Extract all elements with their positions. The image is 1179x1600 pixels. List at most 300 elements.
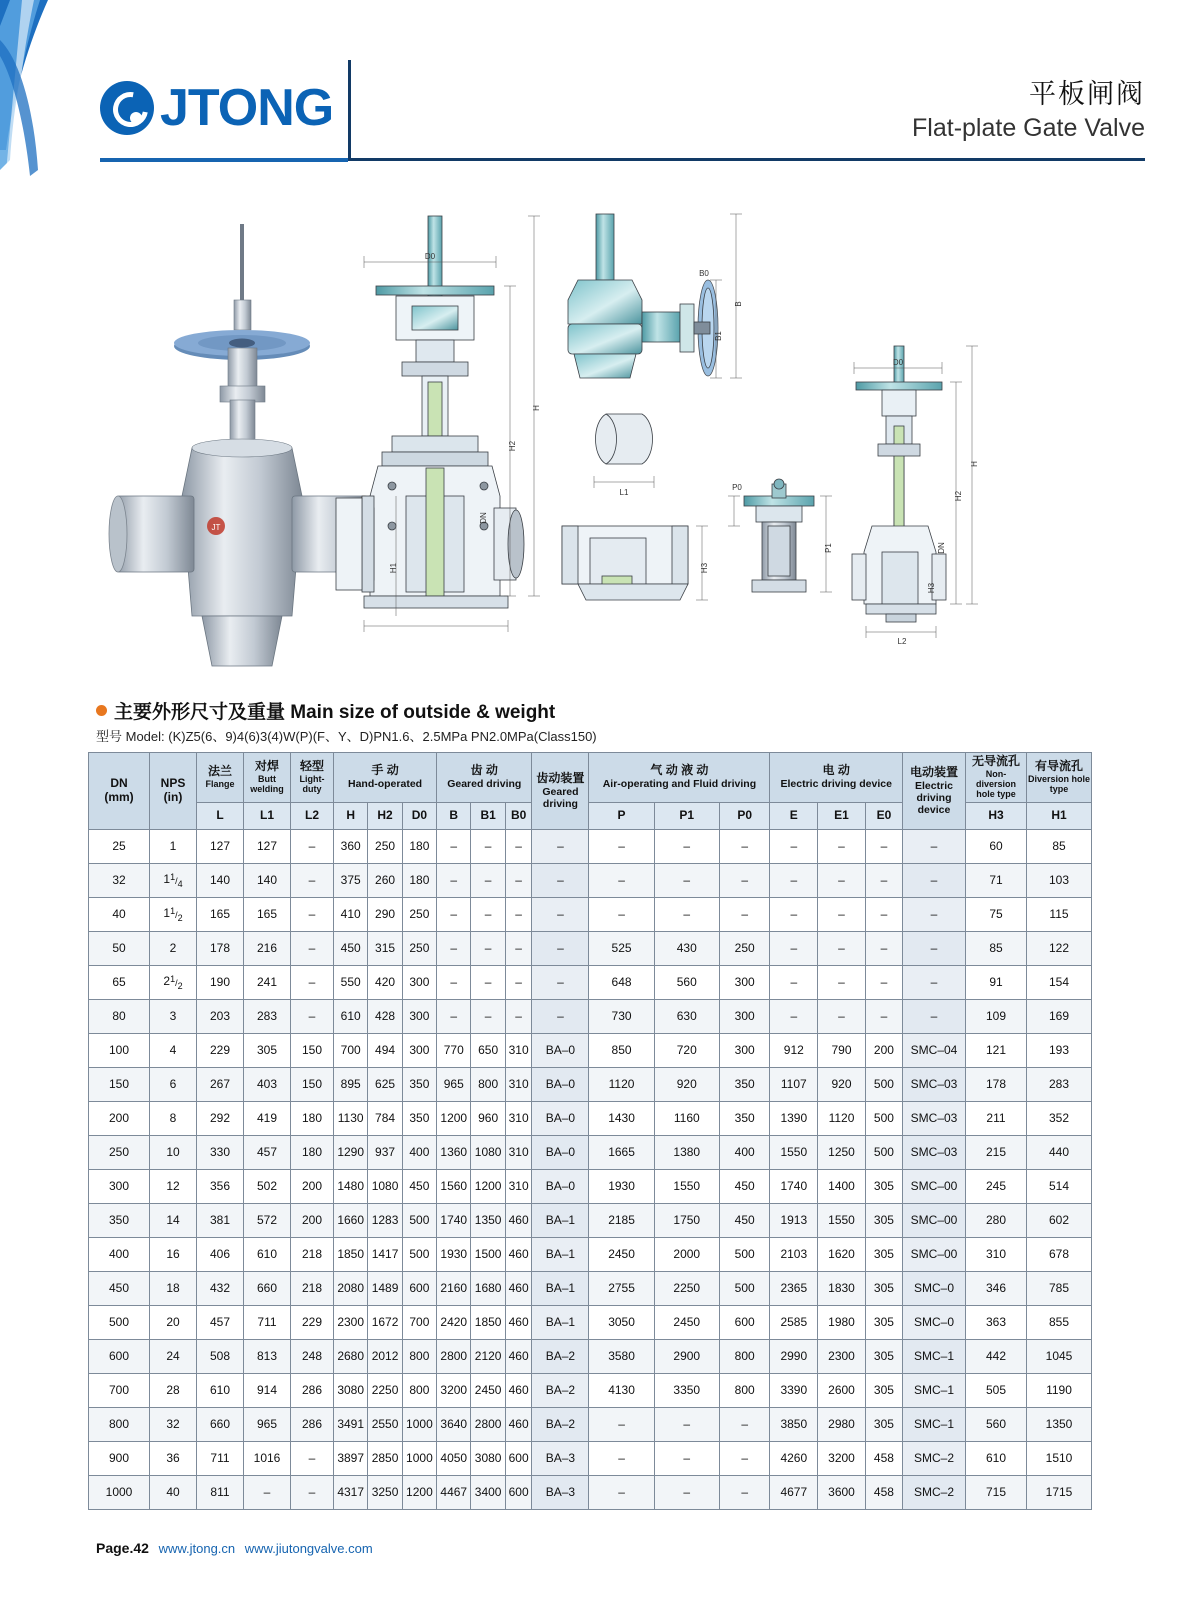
table-row (89, 1441, 1092, 1475)
th-nps (150, 753, 197, 830)
dim-label-p1: P1 (824, 543, 833, 553)
valve-drawings-svg (96, 196, 1096, 676)
cell-h2: 494 (368, 1033, 402, 1067)
cell-l1: 457 (244, 1135, 291, 1169)
cell-p: 850 (589, 1033, 654, 1067)
cell-e: 1740 (770, 1169, 818, 1203)
cell-h: 3491 (334, 1407, 368, 1441)
cell-h2: 290 (368, 897, 402, 931)
th-flange (197, 753, 244, 803)
cell-gd: BA–3 (532, 1441, 589, 1475)
cell-b1: 1680 (471, 1271, 505, 1305)
cell-ed: SMC–03 (903, 1067, 966, 1101)
cell-nps: 1 (150, 829, 197, 863)
dim-label-h2-right: H2 (954, 490, 963, 502)
cell-h1: 678 (1027, 1237, 1092, 1271)
dim-label-l1: L1 (619, 488, 629, 497)
cell-b: – (437, 897, 471, 931)
cell-d0: 700 (402, 1305, 436, 1339)
th-sub-E: E (770, 802, 818, 829)
cell-nps: 10 (150, 1135, 197, 1169)
cell-e1: – (818, 829, 866, 863)
cell-h: 1660 (334, 1203, 368, 1237)
cell-l1: 241 (244, 965, 291, 999)
cell-h3: 442 (966, 1339, 1027, 1373)
cell-e1: 2600 (818, 1373, 866, 1407)
cell-gd: BA–0 (532, 1101, 589, 1135)
dimension-table-wrapper (88, 752, 1092, 1510)
cell-h3: 178 (966, 1067, 1027, 1101)
cell-nps: 40 (150, 1475, 197, 1509)
cell-e1: 1980 (818, 1305, 866, 1339)
th-light-en: Light-duty (299, 773, 325, 795)
cell-e: 2365 (770, 1271, 818, 1305)
cell-b1: 1080 (471, 1135, 505, 1169)
cell-ed: SMC–0 (903, 1305, 966, 1339)
cell-e0: 305 (865, 1237, 902, 1271)
cell-dn: 400 (89, 1237, 150, 1271)
cell-e: 1550 (770, 1135, 818, 1169)
cell-h3: 310 (966, 1237, 1027, 1271)
valve-photo (109, 224, 373, 666)
cell-h2: 1489 (368, 1271, 402, 1305)
cell-l2: 218 (291, 1237, 334, 1271)
cell-l2: – (291, 965, 334, 999)
cell-ed: SMC–03 (903, 1101, 966, 1135)
table-row (89, 1475, 1092, 1509)
cell-p1: 630 (654, 999, 719, 1033)
cell-ed: SMC–00 (903, 1203, 966, 1237)
cell-gd: BA–2 (532, 1339, 589, 1373)
th-electric-en: Electric driving device (780, 778, 892, 791)
cell-h3: 109 (966, 999, 1027, 1033)
cell-p: 1665 (589, 1135, 654, 1169)
cell-b1: 3080 (471, 1441, 505, 1475)
footer-url-1[interactable]: www.jtong.cn (158, 1541, 236, 1556)
cell-h3: 85 (966, 931, 1027, 965)
cell-h: 2300 (334, 1305, 368, 1339)
cell-l1: 305 (244, 1033, 291, 1067)
table-row (89, 1101, 1092, 1135)
cell-p1: 720 (654, 1033, 719, 1067)
cell-e: – (770, 999, 818, 1033)
cell-e1: 3200 (818, 1441, 866, 1475)
cell-d0: 300 (402, 999, 436, 1033)
cell-p1: 1160 (654, 1101, 719, 1135)
cell-e0: – (865, 965, 902, 999)
th-nodiv-en: Non-diversion hole type (975, 768, 1016, 800)
cell-h2: 625 (368, 1067, 402, 1101)
cell-l2: – (291, 931, 334, 965)
cell-p0: 800 (719, 1373, 770, 1407)
cell-gd: – (532, 829, 589, 863)
cell-h2: 250 (368, 829, 402, 863)
cell-h1: 1190 (1027, 1373, 1092, 1407)
cell-dn: 200 (89, 1101, 150, 1135)
cell-p1: 2900 (654, 1339, 719, 1373)
cell-e: – (770, 931, 818, 965)
cell-dn: 25 (89, 829, 150, 863)
cell-p: 2755 (589, 1271, 654, 1305)
cell-e0: – (865, 863, 902, 897)
bullet-icon (96, 705, 107, 716)
cell-h2: 1672 (368, 1305, 402, 1339)
cell-p: 648 (589, 965, 654, 999)
table-row (89, 931, 1092, 965)
cell-dn: 50 (89, 931, 150, 965)
cell-h1: 122 (1027, 931, 1092, 965)
cell-e: 3390 (770, 1373, 818, 1407)
cell-h1: 1715 (1027, 1475, 1092, 1509)
cell-h2: 428 (368, 999, 402, 1033)
cell-d0: 1200 (402, 1475, 436, 1509)
cell-b: 3640 (437, 1407, 471, 1441)
cell-d0: 400 (402, 1135, 436, 1169)
cell-e0: – (865, 931, 902, 965)
jtong-circle-logo-icon (100, 81, 154, 135)
cell-h1: 1045 (1027, 1339, 1092, 1373)
cell-p1: 2450 (654, 1305, 719, 1339)
th-electric (770, 753, 903, 803)
cell-l1: 1016 (244, 1441, 291, 1475)
th-sub-B1: B1 (471, 802, 505, 829)
table-row (89, 1169, 1092, 1203)
corner-decoration (0, 0, 96, 190)
cell-b: 4050 (437, 1441, 471, 1475)
cell-h3: 245 (966, 1169, 1027, 1203)
table-row (89, 1339, 1092, 1373)
cell-b0: – (505, 999, 532, 1033)
cell-e: – (770, 863, 818, 897)
cell-h3: 75 (966, 897, 1027, 931)
cell-b1: 2800 (471, 1407, 505, 1441)
cell-p0: 300 (719, 999, 770, 1033)
page-number: Page.42 (96, 1540, 149, 1556)
cell-b0: 460 (505, 1373, 532, 1407)
cell-b: – (437, 829, 471, 863)
cell-l2: – (291, 897, 334, 931)
cell-l: 165 (197, 897, 244, 931)
cell-b0: – (505, 897, 532, 931)
cell-h1: 514 (1027, 1169, 1092, 1203)
cell-gd: BA–0 (532, 1067, 589, 1101)
cell-b: 1360 (437, 1135, 471, 1169)
cell-h1: 602 (1027, 1203, 1092, 1237)
cell-l1: 140 (244, 863, 291, 897)
cell-e1: – (818, 897, 866, 931)
cell-b1: 1850 (471, 1305, 505, 1339)
section-title (96, 697, 555, 724)
th-dn-cn: DN (110, 776, 128, 791)
cell-b0: – (505, 931, 532, 965)
cell-d0: 450 (402, 1169, 436, 1203)
cell-l2: – (291, 1475, 334, 1509)
cell-e0: 305 (865, 1169, 902, 1203)
cell-e1: 920 (818, 1067, 866, 1101)
cell-h1: 169 (1027, 999, 1092, 1033)
cell-h1: 352 (1027, 1101, 1092, 1135)
footer-url-2[interactable]: www.jiutongvalve.com (244, 1541, 373, 1556)
cell-gd: BA–2 (532, 1373, 589, 1407)
cell-e0: 500 (865, 1067, 902, 1101)
table-row (89, 1305, 1092, 1339)
th-flange-en: Flange (205, 779, 235, 790)
cell-dn: 100 (89, 1033, 150, 1067)
cell-p0: – (719, 1407, 770, 1441)
cell-l2: 200 (291, 1169, 334, 1203)
sectional-hand-operated-drawing (336, 216, 540, 632)
cell-gd: – (532, 863, 589, 897)
cell-b1: 1500 (471, 1237, 505, 1271)
cell-h2: 3250 (368, 1475, 402, 1509)
cell-h2: 420 (368, 965, 402, 999)
cell-l1: 403 (244, 1067, 291, 1101)
cell-nps: 14 (150, 1203, 197, 1237)
cell-d0: 1000 (402, 1441, 436, 1475)
cell-h2: 2250 (368, 1373, 402, 1407)
dim-label-h3: H3 (700, 562, 709, 574)
cell-h2: 937 (368, 1135, 402, 1169)
cell-l: 267 (197, 1067, 244, 1101)
valve-body-detail-drawing (562, 526, 708, 600)
cell-l2: 286 (291, 1407, 334, 1441)
cell-nps: 12 (150, 1169, 197, 1203)
cell-h3: 71 (966, 863, 1027, 897)
cell-p0: 450 (719, 1169, 770, 1203)
cell-l1: 711 (244, 1305, 291, 1339)
cell-gd: – (532, 965, 589, 999)
cell-h1: 440 (1027, 1135, 1092, 1169)
cell-p1: – (654, 863, 719, 897)
cell-p: – (589, 829, 654, 863)
cell-b: 965 (437, 1067, 471, 1101)
cell-h3: 610 (966, 1441, 1027, 1475)
cell-b1: 800 (471, 1067, 505, 1101)
cell-p0: – (719, 829, 770, 863)
th-butt (244, 753, 291, 803)
cell-h: 2680 (334, 1339, 368, 1373)
cell-h: 1480 (334, 1169, 368, 1203)
cell-gd: BA–3 (532, 1475, 589, 1509)
cell-nps: 6 (150, 1067, 197, 1101)
th-geared-device-cn: 齿动装置 (536, 770, 585, 785)
cell-b0: – (505, 863, 532, 897)
cell-e: 2990 (770, 1339, 818, 1373)
cell-l: 292 (197, 1101, 244, 1135)
cell-l: 432 (197, 1271, 244, 1305)
cell-l: 381 (197, 1203, 244, 1237)
cell-ed: – (903, 965, 966, 999)
cell-l: 508 (197, 1339, 244, 1373)
cell-nps: 18 (150, 1271, 197, 1305)
cell-e0: 305 (865, 1373, 902, 1407)
cell-h2: 1283 (368, 1203, 402, 1237)
cell-ed: SMC–1 (903, 1373, 966, 1407)
cell-h1: 85 (1027, 829, 1092, 863)
cell-d0: 600 (402, 1271, 436, 1305)
cell-l: 660 (197, 1407, 244, 1441)
th-sub-H3: H3 (966, 802, 1027, 829)
cell-b0: – (505, 829, 532, 863)
cell-h: 895 (334, 1067, 368, 1101)
cell-l: 127 (197, 829, 244, 863)
cell-h: 375 (334, 863, 368, 897)
cell-h1: 1350 (1027, 1407, 1092, 1441)
cell-d0: 800 (402, 1339, 436, 1373)
geared-device-drawing (568, 214, 742, 378)
th-geared-device-en: Geared driving (542, 785, 579, 810)
cell-p1: 2250 (654, 1271, 719, 1305)
cell-p1: – (654, 1475, 719, 1509)
cell-e0: 305 (865, 1407, 902, 1441)
cell-b0: – (505, 965, 532, 999)
cell-p1: 920 (654, 1067, 719, 1101)
cell-b1: 2450 (471, 1373, 505, 1407)
cell-l: 356 (197, 1169, 244, 1203)
cell-gd: BA–2 (532, 1407, 589, 1441)
th-nps-unit: (in) (163, 789, 183, 804)
cell-l2: 286 (291, 1373, 334, 1407)
cell-h: 3080 (334, 1373, 368, 1407)
cell-e1: 1250 (818, 1135, 866, 1169)
cell-h2: 2550 (368, 1407, 402, 1441)
cell-p0: 500 (719, 1271, 770, 1305)
cell-h: 2080 (334, 1271, 368, 1305)
th-div-en: Diversion hole type (1028, 773, 1091, 795)
cell-nps: 3 (150, 999, 197, 1033)
header-rule-dark (348, 158, 1145, 161)
cell-h2: 315 (368, 931, 402, 965)
cell-e0: – (865, 829, 902, 863)
cell-b: – (437, 863, 471, 897)
cell-nps: $1^1/_4$ (150, 863, 197, 897)
table-row (89, 863, 1092, 897)
cell-nps: $2^1/_2$ (150, 965, 197, 999)
cell-p0: 400 (719, 1135, 770, 1169)
dim-label-h: H (532, 405, 541, 411)
cell-nps: 8 (150, 1101, 197, 1135)
cell-l1: 502 (244, 1169, 291, 1203)
cell-dn: 250 (89, 1135, 150, 1169)
th-nps-cn: NPS (160, 776, 186, 791)
th-light (291, 753, 334, 803)
th-sub-B: B (437, 802, 471, 829)
cell-p: 3050 (589, 1305, 654, 1339)
cell-l: 190 (197, 965, 244, 999)
cell-dn: 500 (89, 1305, 150, 1339)
cell-e1: – (818, 999, 866, 1033)
cell-e: – (770, 965, 818, 999)
cell-l: 610 (197, 1373, 244, 1407)
cell-ed: – (903, 999, 966, 1033)
cell-h: 1850 (334, 1237, 368, 1271)
cell-b1: 2120 (471, 1339, 505, 1373)
cell-e1: – (818, 931, 866, 965)
cell-gd: BA–0 (532, 1135, 589, 1169)
cell-b: 770 (437, 1033, 471, 1067)
cell-ed: SMC–00 (903, 1237, 966, 1271)
cell-h3: 715 (966, 1475, 1027, 1509)
cell-l1: 216 (244, 931, 291, 965)
cell-dn: 350 (89, 1203, 150, 1237)
cell-h3: 505 (966, 1373, 1027, 1407)
dim-label-l2: L2 (897, 637, 907, 646)
dim-label-h-right: H (970, 461, 979, 467)
th-sub-P: P (589, 802, 654, 829)
cell-nps: 32 (150, 1407, 197, 1441)
cell-b: 2800 (437, 1339, 471, 1373)
cell-h3: 215 (966, 1135, 1027, 1169)
th-nodiv (966, 753, 1027, 803)
cell-d0: 300 (402, 1033, 436, 1067)
model-value: (K)Z5(6、9)4(6)3(4)W(P)(F、Y、D)PN1.6、2.5MPa PN2.0MPa(Class150) (168, 729, 597, 744)
dim-label-dn: DN (479, 512, 488, 524)
cell-gd: BA–1 (532, 1305, 589, 1339)
cell-e: 2103 (770, 1237, 818, 1271)
header-rule-blue (100, 158, 348, 162)
th-sub-H2: H2 (368, 802, 402, 829)
cell-nps: 36 (150, 1441, 197, 1475)
cell-d0: 350 (402, 1067, 436, 1101)
cell-p0: 450 (719, 1203, 770, 1237)
cell-p0: – (719, 897, 770, 931)
cell-b0: 600 (505, 1441, 532, 1475)
cell-p1: – (654, 897, 719, 931)
cell-h3: 60 (966, 829, 1027, 863)
cell-p0: 600 (719, 1305, 770, 1339)
cell-p: 1430 (589, 1101, 654, 1135)
cell-h: 450 (334, 931, 368, 965)
cell-e: 4260 (770, 1441, 818, 1475)
cell-e: 1390 (770, 1101, 818, 1135)
cell-h1: 1510 (1027, 1441, 1092, 1475)
table-row (89, 897, 1092, 931)
cell-b: – (437, 965, 471, 999)
th-sub-E1: E1 (818, 802, 866, 829)
th-flange-cn: 法兰 (207, 764, 232, 779)
th-sub-E0: E0 (865, 802, 902, 829)
cell-l: 178 (197, 931, 244, 965)
cell-h: 1130 (334, 1101, 368, 1135)
dim-label-b0: B0 (699, 269, 709, 278)
cell-l: 457 (197, 1305, 244, 1339)
cell-h: 550 (334, 965, 368, 999)
cell-h2: 1417 (368, 1237, 402, 1271)
cell-b: 4467 (437, 1475, 471, 1509)
cell-gd: – (532, 999, 589, 1033)
th-sub-D0: D0 (402, 802, 436, 829)
th-air-en: Air-operating and Fluid driving (602, 778, 757, 791)
dim-label-p0: P0 (732, 483, 742, 492)
cell-gd: BA–1 (532, 1271, 589, 1305)
cell-p: 730 (589, 999, 654, 1033)
cell-h2: 2850 (368, 1441, 402, 1475)
cell-dn: 40 (89, 897, 150, 931)
th-dn-unit: (mm) (104, 789, 134, 804)
table-row (89, 1135, 1092, 1169)
cell-b1: – (471, 999, 505, 1033)
cell-e1: 2980 (818, 1407, 866, 1441)
cell-p1: 1380 (654, 1135, 719, 1169)
cell-ed: SMC–2 (903, 1475, 966, 1509)
cell-b: 1930 (437, 1237, 471, 1271)
cell-h1: 103 (1027, 863, 1092, 897)
th-geared (437, 753, 532, 803)
cell-p: – (589, 1441, 654, 1475)
cell-e0: 500 (865, 1135, 902, 1169)
cell-gd: BA–0 (532, 1169, 589, 1203)
cell-p: – (589, 897, 654, 931)
